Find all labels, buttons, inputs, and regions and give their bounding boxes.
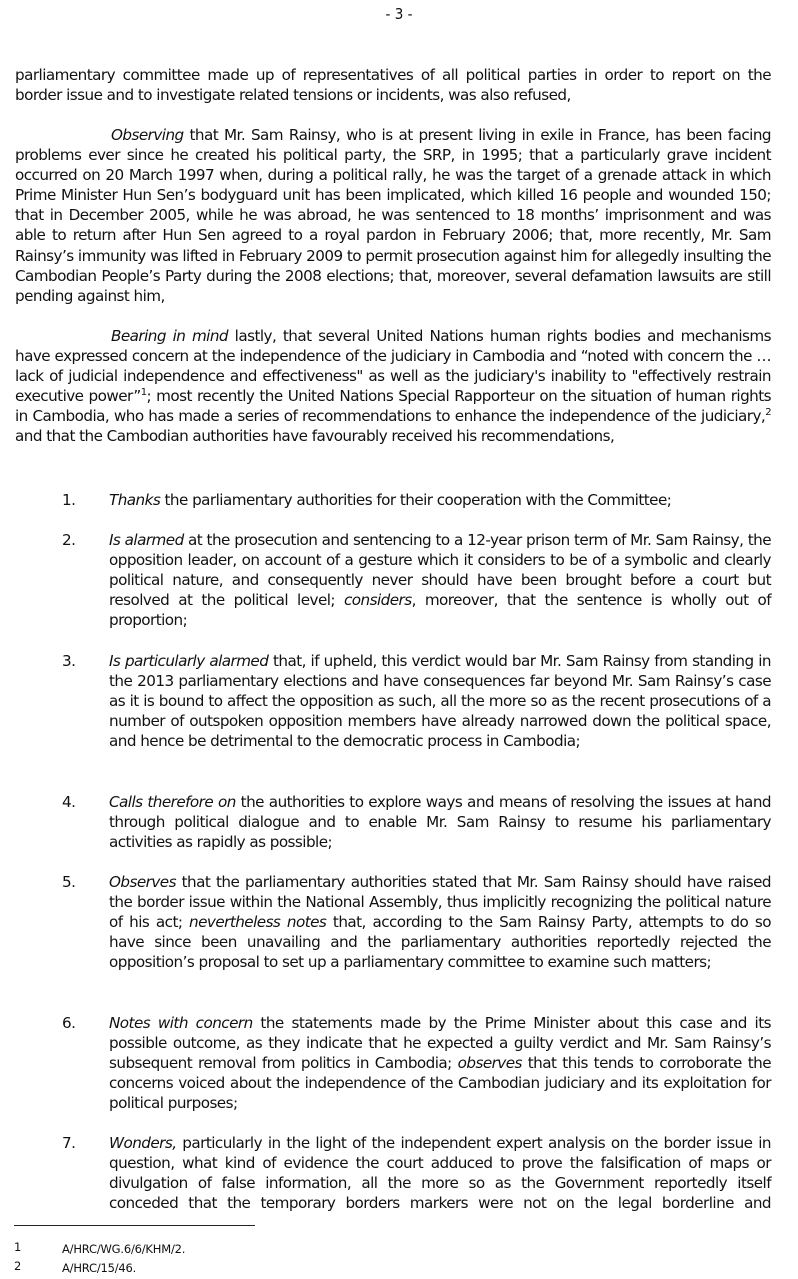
item-text: particularly in the light of the independent expert analysis on the border issue in question, what kind of evidence the court adduced to prove the falsification of maps or divulgation of false information, all the more so as the Government reportedly itself conceded that the temporary borders markers were not on the legal borderline and	[109, 1134, 771, 1213]
footnote-separator	[14, 1225, 255, 1226]
item-number: 2.	[62, 531, 76, 549]
item-body	[109, 490, 771, 510]
paragraph-text: ; most recently the United Nations Special Rapporteur on the situation of human rights in Cambodia, who has made a series of recommendations to enhance the independence of the judiciary,	[15, 387, 771, 426]
item-lead: Observes	[109, 873, 176, 891]
paragraph-observing	[15, 125, 771, 306]
item-number: 5.	[62, 873, 76, 891]
item-lead: Notes with concern	[109, 1014, 253, 1032]
item-mid-italic: considers	[343, 591, 412, 610]
item-body	[109, 530, 771, 630]
item-body	[109, 792, 771, 852]
paragraph-text: that Mr. Sam Rainsy, who is at present living in exile in France, has been facing problems ever since he created his political party, the SRP, in 1995; that a particularly grave incident occurred on 20 March 1997 when, during a political rally, he was the target of a grenade attack in which Prime Minister Hun Sen’s bodyguard unit has been implicated, which killed 16 people and wounded 150; that in December 2005, while he was abroad, he was sentenced to 18 months’ imprisonment and was able to return after Hun Sen agreed to a royal pardon in February 2006; that, more recently, Mr. Sam Rainsy’s immunity was lifted in February 2009 to permit prosecution against him for allegedly insulting the Cambodian People’s Party during the 2008 elections; that, moreover, several defamation lawsuits are still pending against him,	[15, 126, 771, 305]
paragraph-text: and that the Cambodian authorities have favourably received his recommendations,	[15, 427, 615, 446]
numbered-item-5	[62, 872, 771, 972]
item-mid-italic: nevertheless notes	[189, 913, 327, 932]
paragraph-bearing-in-mind	[15, 326, 771, 447]
item-text: at the prosecution and sentencing to a 12-year prison term of Mr. Sam Rainsy, the opposition leader, on account of a gesture which it considers to be of a symbolic and clearly political nature, and consequently never should have been brought before a court but resolved at the political level;	[109, 531, 771, 610]
numbered-item-7	[62, 1133, 771, 1213]
numbered-item-3	[62, 651, 771, 751]
item-text: that this tends to corroborate the concerns voiced about the independence of the Cambodian judiciary and its exploitation for political purposes;	[109, 1054, 771, 1113]
item-mid-italic: observes	[457, 1054, 522, 1073]
item-body	[109, 1013, 771, 1113]
footnote-2	[14, 1259, 136, 1275]
item-lead: Wonders,	[109, 1134, 177, 1152]
paragraph-text: parliamentary committee made up of representatives of all political parties in order to report on the border issue and to investigate related tensions or incidents, was also refused,	[15, 66, 771, 105]
item-text: , moreover, that the sentence is wholly out of proportion;	[109, 591, 771, 630]
item-body	[109, 651, 771, 751]
footnote-ref-1[interactable]: 1	[140, 387, 147, 399]
item-text: that, if upheld, this verdict would bar Mr. Sam Rainsy from standing in the 2013 parliamentary elections and have consequences far beyond Mr. Sam Rainsy’s case as it is bound to affect the opposition as such, all the more so as the recent prosecutions of a number of outspoken opposition members have already narrowed down the political space, and hence be detrimental to the democratic process in Cambodia;	[109, 652, 771, 751]
paragraph-continuation	[15, 65, 771, 105]
item-number: 7.	[62, 1134, 76, 1152]
paragraph-lead: Observing	[111, 126, 184, 144]
numbered-item-1	[62, 490, 771, 510]
paragraph-lead: Bearing in mind	[111, 327, 229, 345]
footnote-text: A/HRC/15/46.	[62, 1261, 137, 1275]
item-lead: Thanks	[109, 491, 161, 509]
item-body	[109, 1133, 771, 1213]
footnote-number: 1	[14, 1240, 22, 1254]
item-number: 4.	[62, 793, 76, 811]
footnote-1	[14, 1240, 185, 1256]
item-number: 6.	[62, 1014, 76, 1032]
numbered-item-4	[62, 792, 771, 852]
page-number: - 3 -	[385, 5, 413, 23]
numbered-item-6	[62, 1013, 771, 1113]
item-text: the statements made by the Prime Minister about this case and its possible outcome, as they indicate that he expected a guilty verdict and Mr. Sam Rainsy’s subsequent removal from politics in Cambodia;	[109, 1014, 771, 1073]
item-text: the authorities to explore ways and means of resolving the issues at hand through political dialogue and to enable Mr. Sam Rainsy to resume his parliamentary activities as rapidly as possible;	[109, 793, 771, 852]
item-body	[109, 872, 771, 972]
numbered-item-2	[62, 530, 771, 630]
item-number: 1.	[62, 491, 76, 509]
item-text: the parliamentary authorities for their cooperation with the Committee;	[160, 491, 672, 509]
footnote-ref-2[interactable]: 2	[765, 407, 771, 419]
item-lead: Is particularly alarmed	[109, 652, 269, 670]
footnote-text: A/HRC/WG.6/6/KHM/2.	[62, 1242, 186, 1256]
item-text: that, according to the Sam Rainsy Party, attempts to do so have since been unavailing and the parliamentary authorities reportedly rejected the opposition’s proposal to set up a parliamentary committee to examine such matters;	[109, 913, 771, 972]
paragraph-text: lastly, that several United Nations human rights bodies and mechanisms have expressed concern at the independence of the judiciary in Cambodia and “noted with concern the … lack of judicial independence and effectiveness" as well as the judiciary's inability to "effectively restrain executive power”	[15, 327, 771, 406]
item-text: that the parliamentary authorities stated that Mr. Sam Rainsy should have raised the border issue within the National Assembly, thus implicitly recognizing the political nature of his act;	[109, 873, 771, 932]
item-number: 3.	[62, 652, 76, 670]
item-lead: Is alarmed	[109, 531, 184, 549]
item-lead: Calls therefore on	[109, 793, 236, 811]
footnote-number: 2	[14, 1259, 22, 1273]
